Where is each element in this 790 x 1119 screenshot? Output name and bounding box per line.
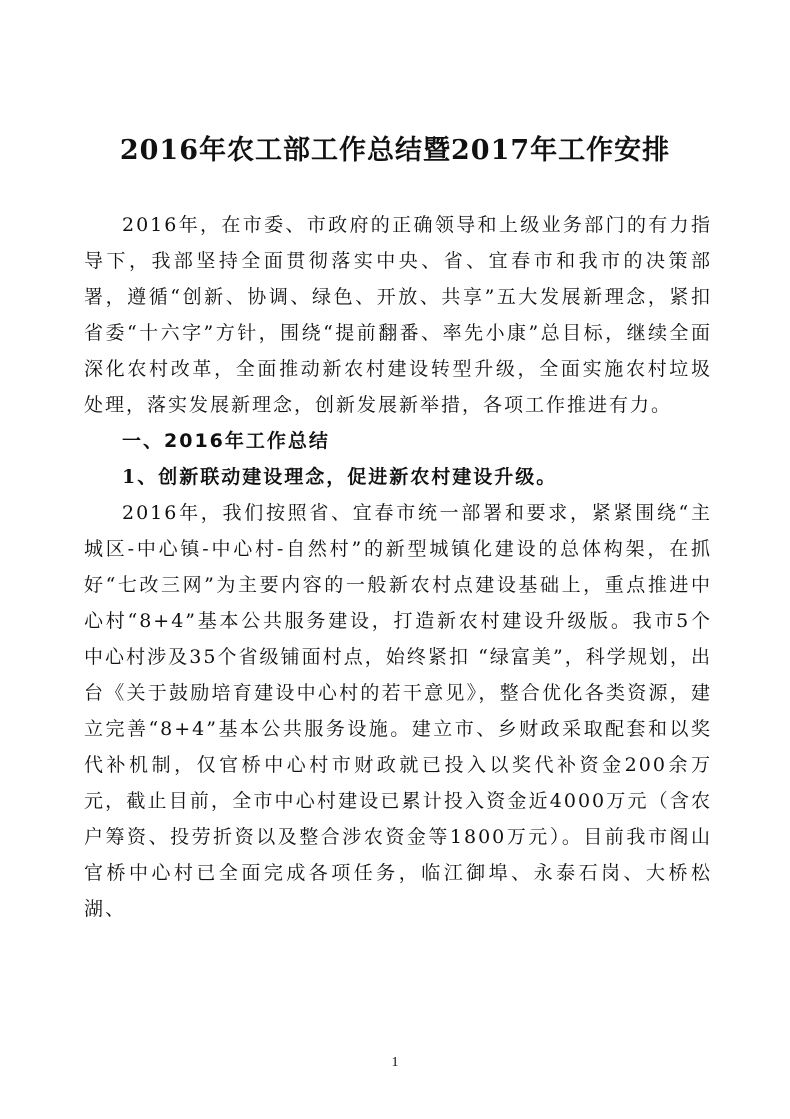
page-number: 1 xyxy=(391,1055,399,1070)
document-body xyxy=(84,207,712,927)
subsection-heading: 1、创新联动建设理念，促进新农村建设升级。 xyxy=(122,466,558,488)
document-title: 2016年农工部工作总结暨2017年工作安排 xyxy=(119,135,671,166)
section-heading: 一、2016年工作总结 xyxy=(122,430,330,452)
body-paragraph: 2016年，我们按照省、宜春市统一部署和要求，紧紧围绕“主城区-中心镇-中心村-自然村”的新型城镇化建设的总体构架，在抓好“七改三网”为主要内容的一般新农村点建设基础上，重点推进中心村“8+4”基本公共服务建设，打造新农村建设升级版。我市5个中心村涉及35个省级铺面村点，始终紧扣 “绿富美”，科学规划，出台《关于鼓励培育建设中心村的若干意见》，整合优化各类资源，建立完善“8+4”基本公共服务设施。建立市、乡财政采取配套和以奖代补机制，仅官桥中心村市财政就已投入以奖代补资金200余万元，截止目前，全市中心村建设已累计投入资金近4000万元（含农户筹资、投劳折资以及整合涉农资金等1800万元）。目前我市阁山官桥中心村已全面完成各项任务，临江御埠、永泰石岗、大桥松湖、 xyxy=(84,502,712,920)
intro-paragraph: 2016年，在市委、市政府的正确领导和上级业务部门的有力指导下，我部坚持全面贯彻落实中央、省、宜春市和我市的决策部署，遵循“创新、协调、绿色、开放、共享”五大发展新理念，紧扣省委“十六字”方针，围绕“提前翻番、率先小康”总目标，继续全面深化农村改革，全面推动新农村建设转型升级，全面实施农村垃圾处理，落实发展新理念，创新发展新举措，各项工作推进有力。 xyxy=(84,214,712,416)
